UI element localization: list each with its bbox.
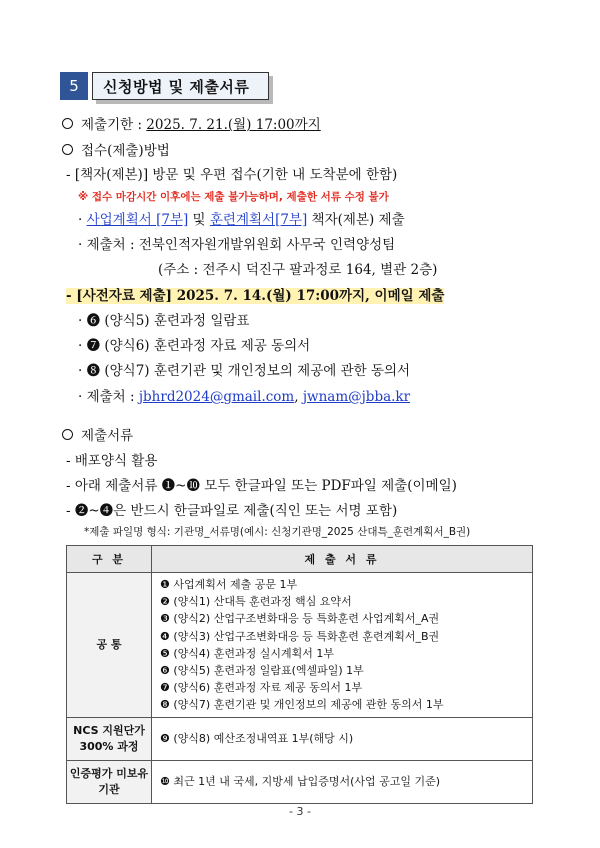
document-item: ❺ (양식4) 훈련과정 실시계획서 1부 — [160, 646, 334, 660]
bullet-dot: · — [78, 212, 87, 228]
document-item: ❽ (양식7) 훈련기관 및 개인정보의 제공에 관한 동의서 1부 — [160, 698, 444, 712]
email-link-2[interactable]: jwnam@jbba.kr — [302, 389, 411, 405]
filename-note: *제출 파일명 형식: 기관명_서류명(예시: 신청기관명_2025 산대특_훈련계획서_B권) — [84, 526, 471, 538]
table-header: 제 출 서 류 — [152, 546, 533, 573]
document-item: ❹ (양식3) 산업구조변화대응 등 특화훈련 훈련계획서_B권 — [160, 629, 440, 643]
circle-bullet-icon — [62, 144, 73, 155]
items-cell — [152, 717, 533, 760]
table-header: 구 분 — [67, 546, 152, 573]
section-header — [60, 72, 275, 102]
email-link-1[interactable]: jbhrd2024@gmail.com — [138, 389, 295, 405]
book-submission-line: - [책자(제본)] 방문 및 우편 접수(기한 내 도착분에 한함) — [66, 167, 398, 183]
section-title-box — [92, 72, 269, 100]
pre-item: · ❽ (양식7) 훈련기관 및 개인정보의 제공에 관한 동의서 — [78, 363, 411, 379]
document-item: ❷ (양식1) 산대특 훈련과정 핵심 요약서 — [160, 595, 352, 609]
pre-item: · ❼ (양식6) 훈련과정 자료 제공 동의서 — [78, 338, 311, 354]
document-item: ❼ (양식6) 훈련과정 자료 제공 동의서 1부 — [160, 681, 363, 695]
items-cell — [152, 760, 533, 803]
pre-item: · ❻ (양식5) 훈련과정 일람표 — [78, 313, 250, 329]
document-item: ❾ (양식8) 예산조정내역표 1부(해당 시) — [160, 732, 354, 746]
documents-line: - 아래 제출서류 ❶~❿ 모두 한글파일 또는 PDF파일 제출(이메일) — [66, 478, 457, 494]
submit-to-line: · 제출처 : 전북인적자원개발위원회 사무국 인력양성팀 — [78, 237, 396, 253]
table-header-row — [67, 546, 533, 573]
method-heading-text: 접수(제출)방법 — [81, 143, 170, 159]
circle-bullet-icon — [62, 118, 73, 129]
category-cell: 공 통 — [67, 573, 152, 718]
deadline-value: 2025. 7. 21.(월) 17:00까지 — [146, 117, 321, 133]
deadline-notice: ※ 접수 마감시간 이후에는 제출 불가능하며, 제출한 서류 수정 불가 — [78, 191, 389, 203]
and-text: 및 — [188, 212, 210, 228]
documents-line: - 배포양식 활용 — [66, 453, 158, 469]
pre-submission-line — [66, 284, 444, 304]
email-label: · 제출처 : — [78, 389, 139, 405]
documents-table — [66, 545, 533, 804]
table-row — [67, 717, 533, 760]
circle-bullet-icon — [62, 429, 73, 440]
training-plan-link[interactable]: 훈련계획서[7부] — [209, 212, 308, 228]
document-item: ❿ 최근 1년 내 국세, 지방세 납입증명서(사업 공고일 기준) — [160, 775, 441, 789]
section-title: 신청방법 및 제출서류 — [103, 78, 250, 96]
page-number: - 3 - — [289, 805, 311, 818]
document-item: ❶ 사업계획서 제출 공문 1부 — [160, 578, 298, 591]
pre-submission-text: - [사전자료 제출] 2025. 7. 14.(월) 17:00까지, 이메일 제출 — [66, 288, 445, 304]
business-plan-link[interactable]: 사업계획서 [7부] — [86, 212, 189, 228]
method-heading — [62, 139, 170, 159]
document-item: ❸ (양식2) 산업구조변화대응 등 특화훈련 사업계획서_A권 — [160, 612, 440, 626]
deadline-line — [62, 113, 321, 133]
book-items-line — [78, 208, 405, 228]
table-row — [67, 760, 533, 803]
documents-line: - ❷~❹은 반드시 한글파일로 제출(직인 또는 서명 포함) — [66, 503, 398, 519]
email-separator: , — [294, 389, 303, 405]
deadline-label: 제출기한 : — [81, 117, 147, 133]
items-cell — [152, 573, 533, 718]
category-cell: NCS 지원단가 300% 과정 — [67, 717, 152, 760]
category-cell: 인증평가 미보유기관 — [67, 760, 152, 803]
address-line: (주소 : 전주시 덕진구 팔과정로 164, 별관 2층) — [158, 262, 438, 278]
section-number: 5 — [60, 72, 88, 100]
table-row — [67, 573, 533, 718]
email-line — [78, 385, 410, 405]
documents-heading-text: 제출서류 — [81, 428, 134, 444]
documents-heading — [62, 424, 133, 444]
book-items-suffix: 책자(제본) 제출 — [307, 212, 405, 228]
document-item: ❻ (양식5) 훈련과정 일람표(엑셀파일) 1부 — [160, 664, 364, 678]
